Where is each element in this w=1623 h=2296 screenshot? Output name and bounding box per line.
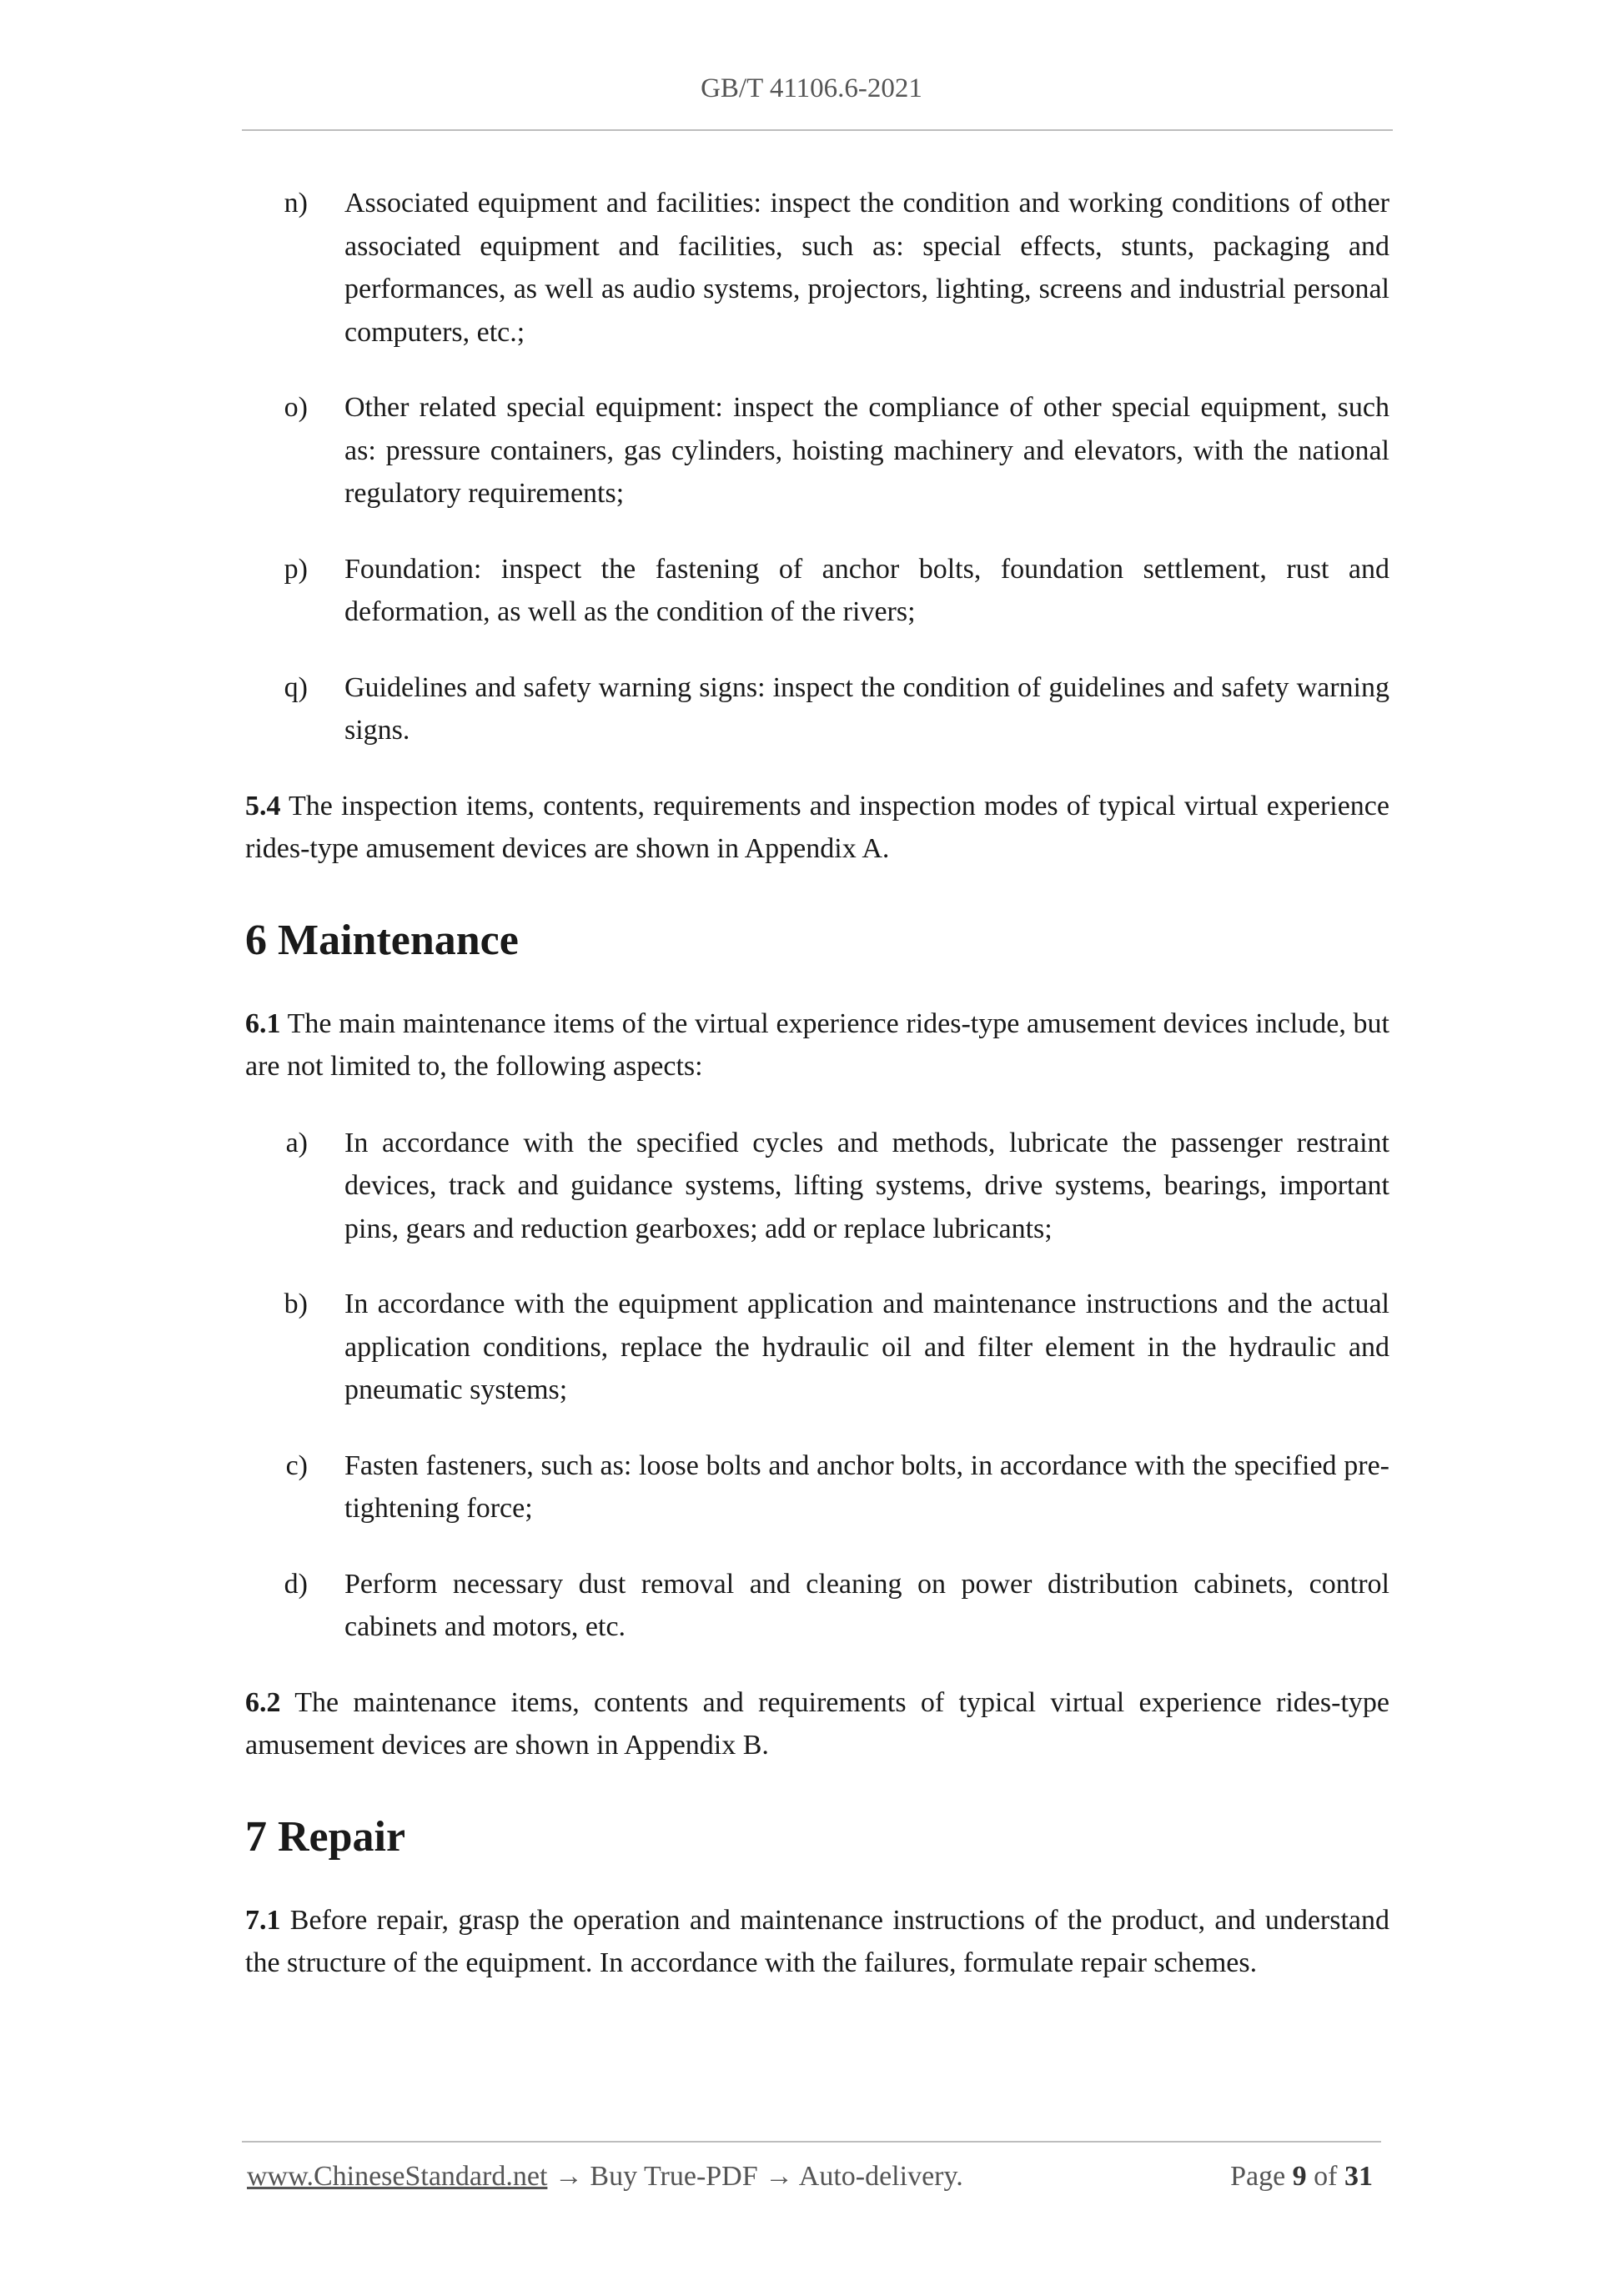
page-indicator bbox=[1230, 2161, 1373, 2193]
website-link[interactable]: www.ChineseStandard.net bbox=[247, 2161, 548, 2192]
footer-promo-text: → Buy True-PDF → Auto-delivery. bbox=[547, 2161, 963, 2192]
list-item-p bbox=[245, 548, 1389, 634]
footer-promo bbox=[247, 2161, 963, 2193]
list-text: Perform necessary dust removal and cleaning on power distribution cabinets, control cabinets and motors, etc. bbox=[344, 1568, 1389, 1642]
list-text: Fasten fasteners, such as: loose bolts and anchor bolts, in accordance with the specified pre-tightening force; bbox=[344, 1449, 1389, 1524]
clause-number: 5.4 bbox=[245, 790, 281, 821]
list-item-d bbox=[245, 1563, 1389, 1649]
list-text: In accordance with the specified cycles and methods, lubricate the passenger restraint devices, track and guidance systems, lifting systems, drive systems, bearings, important pins, gears and reduction gearboxes; add or replace lubricants; bbox=[344, 1127, 1389, 1244]
section-heading-maintenance: 6 Maintenance bbox=[245, 916, 519, 964]
clause-6-2 bbox=[245, 1681, 1389, 1767]
clause-number: 6.2 bbox=[245, 1686, 281, 1718]
clause-7-1 bbox=[245, 1899, 1389, 1985]
clause-text: Before repair, grasp the operation and maintenance instructions of the product, and understand the structure of the equipment. In accordance with the failures, formulate repair schemes. bbox=[245, 1904, 1389, 1978]
page-footer bbox=[247, 2161, 1373, 2193]
list-text: Other related special equipment: inspect the compliance of other special equipment, such as: pressure containers, gas cylinders, hoisting machinery and elevators, with the national regulatory requirements; bbox=[344, 392, 1389, 509]
clause-text: The maintenance items, contents and requirements of typical virtual experience rides-type amusement devices are shown in Appendix B. bbox=[245, 1686, 1389, 1761]
list-marker: p) bbox=[284, 553, 308, 585]
list-text: Associated equipment and facilities: inspect the condition and working conditions of other associated equipment and facilities, such as: special effects, stunts, packaging and performances, as well as audio systems, projectors, lighting, screens and industrial personal computers, etc.; bbox=[344, 188, 1389, 348]
of-label: of bbox=[1306, 2161, 1344, 2192]
list-marker: b) bbox=[284, 1289, 308, 1319]
page-label: Page bbox=[1230, 2161, 1293, 2192]
page-total: 31 bbox=[1344, 2161, 1373, 2192]
document-code-header: GB/T 41106.6-2021 bbox=[701, 73, 922, 103]
list-item-n bbox=[245, 182, 1389, 354]
clause-number: 6.1 bbox=[245, 1007, 281, 1039]
header-divider bbox=[242, 129, 1393, 131]
list-item-q bbox=[245, 666, 1389, 752]
list-marker: q) bbox=[284, 671, 308, 703]
clause-text: The main maintenance items of the virtual experience rides-type amusement devices include, but are not limited to, the following aspects: bbox=[245, 1007, 1389, 1082]
page-number: 9 bbox=[1292, 2161, 1307, 2192]
section-heading-repair: 7 Repair bbox=[245, 1812, 406, 1861]
list-item-a bbox=[245, 1122, 1389, 1251]
list-marker: n) bbox=[284, 188, 308, 219]
clause-6-1 bbox=[245, 1002, 1389, 1088]
clause-5-4 bbox=[245, 785, 1389, 871]
list-text: In accordance with the equipment application and maintenance instructions and the actual application conditions, replace the hydraulic oil and filter element in the hydraulic and pneumatic systems; bbox=[344, 1289, 1389, 1405]
list-marker: o) bbox=[284, 392, 308, 423]
clause-number: 7.1 bbox=[245, 1904, 281, 1936]
list-item-o bbox=[245, 386, 1389, 515]
list-marker: a) bbox=[285, 1127, 308, 1158]
list-text: Foundation: inspect the fastening of anchor bolts, foundation settlement, rust and deformation, as well as the condition of the rivers; bbox=[344, 553, 1389, 627]
page-content bbox=[245, 182, 1389, 2018]
list-item-c bbox=[245, 1444, 1389, 1530]
list-item-b bbox=[245, 1283, 1389, 1412]
footer-divider bbox=[242, 2141, 1381, 2143]
list-marker: d) bbox=[284, 1568, 308, 1600]
list-text: Guidelines and safety warning signs: inspect the condition of guidelines and safety warning signs. bbox=[344, 671, 1389, 746]
clause-text: The inspection items, contents, requirements and inspection modes of typical virtual experience rides-type amusement devices are shown in Appendix A. bbox=[245, 790, 1389, 864]
list-marker: c) bbox=[285, 1449, 308, 1481]
